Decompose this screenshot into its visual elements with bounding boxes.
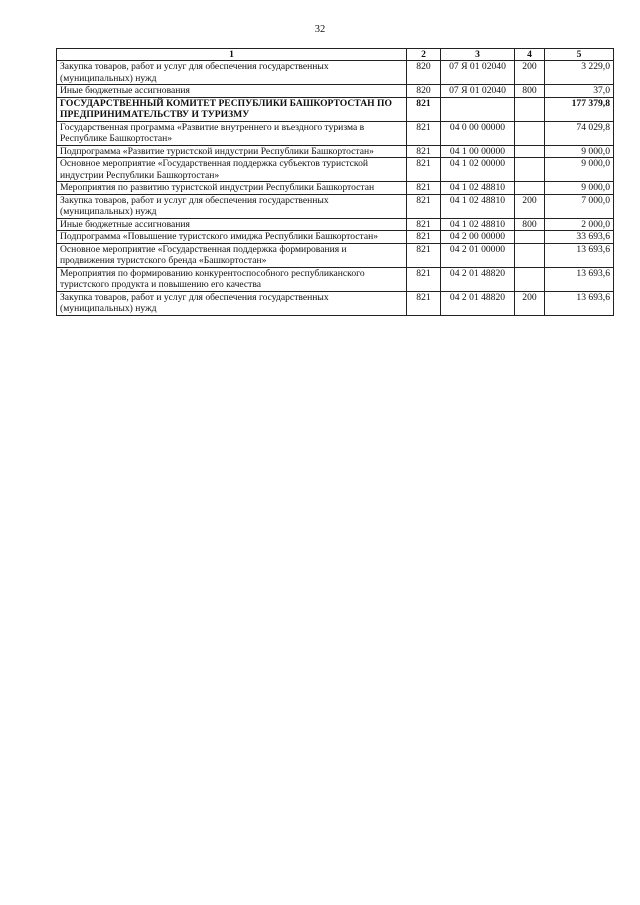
row-type-cell: 200 — [515, 194, 545, 218]
row-code-cell: 04 2 01 48820 — [441, 267, 515, 291]
row-amount-cell: 3 229,0 — [545, 61, 614, 85]
table-body — [57, 61, 614, 316]
row-name-cell: Закупка товаров, работ и услуг для обеспечения государственных (муниципальных) нужд — [57, 194, 407, 218]
row-code-cell: 07 Я 01 02040 — [441, 61, 515, 85]
row-code-cell: 04 0 00 00000 — [441, 121, 515, 145]
row-name-cell: Мероприятия по развитию туристской индустрии Республики Башкортостан — [57, 182, 407, 195]
row-ministry-cell: 821 — [407, 121, 441, 145]
row-type-cell — [515, 182, 545, 195]
row-name-cell: Закупка товаров, работ и услуг для обеспечения государственных (муниципальных) нужд — [57, 61, 407, 85]
row-type-cell — [515, 267, 545, 291]
table-row — [57, 291, 614, 315]
row-name-cell: Основное мероприятие «Государственная поддержка субъектов туристской индустрии Республики Башкортостан» — [57, 158, 407, 182]
row-code-cell: 04 1 00 00000 — [441, 145, 515, 158]
row-ministry-cell: 821 — [407, 231, 441, 244]
row-ministry-cell: 821 — [407, 291, 441, 315]
row-ministry-cell: 820 — [407, 61, 441, 85]
row-name-cell: Закупка товаров, работ и услуг для обеспечения государственных (муниципальных) нужд — [57, 291, 407, 315]
row-code-cell — [441, 97, 515, 121]
row-name-cell: Государственная программа «Развитие внутреннего и въездного туризма в Республике Башкортостан» — [57, 121, 407, 145]
header-row — [57, 49, 614, 61]
row-ministry-cell: 820 — [407, 85, 441, 98]
row-type-cell: 200 — [515, 291, 545, 315]
row-ministry-cell: 821 — [407, 158, 441, 182]
row-ministry-cell: 821 — [407, 267, 441, 291]
row-amount-cell: 13 693,6 — [545, 291, 614, 315]
row-amount-cell: 33 693,6 — [545, 231, 614, 244]
row-name-cell: Основное мероприятие «Государственная поддержка формирования и продвижения туристского бренда «Башкортостан» — [57, 243, 407, 267]
row-code-cell: 04 1 02 48810 — [441, 218, 515, 231]
row-amount-cell: 177 379,8 — [545, 97, 614, 121]
table-row — [57, 243, 614, 267]
row-name-cell: ГОСУДАРСТВЕННЫЙ КОМИТЕТ РЕСПУБЛИКИ БАШКОРТОСТАН ПО ПРЕДПРИНИМАТЕЛЬСТВУ И ТУРИЗМУ — [57, 97, 407, 121]
row-code-cell: 04 2 01 00000 — [441, 243, 515, 267]
table-row — [57, 158, 614, 182]
row-name-cell: Иные бюджетные ассигнования — [57, 85, 407, 98]
header-cell-ministry: 2 — [407, 49, 441, 61]
header-cell-name: 1 — [57, 49, 407, 61]
header-cell-type: 4 — [515, 49, 545, 61]
row-ministry-cell: 821 — [407, 97, 441, 121]
table-row — [57, 121, 614, 145]
row-type-cell: 800 — [515, 218, 545, 231]
row-type-cell — [515, 145, 545, 158]
table-row — [57, 85, 614, 98]
row-name-cell: Иные бюджетные ассигнования — [57, 218, 407, 231]
row-amount-cell: 37,0 — [545, 85, 614, 98]
page-number: 32 — [314, 24, 326, 35]
row-type-cell — [515, 243, 545, 267]
table-row — [57, 218, 614, 231]
row-type-cell — [515, 158, 545, 182]
row-amount-cell: 9 000,0 — [545, 158, 614, 182]
table-row — [57, 231, 614, 244]
budget-table — [56, 48, 614, 316]
row-amount-cell: 13 693,6 — [545, 267, 614, 291]
row-code-cell: 04 2 01 48820 — [441, 291, 515, 315]
table-row — [57, 182, 614, 195]
header-cell-code: 3 — [441, 49, 515, 61]
row-ministry-cell: 821 — [407, 218, 441, 231]
table-row — [57, 194, 614, 218]
row-name-cell: Подпрограмма «Развитие туристской индустрии Республики Башкортостан» — [57, 145, 407, 158]
row-code-cell: 07 Я 01 02040 — [441, 85, 515, 98]
table-row — [57, 61, 614, 85]
row-amount-cell: 74 029,8 — [545, 121, 614, 145]
row-name-cell: Мероприятия по формированию конкурентоспособного республиканского туристского продукта и повышению его качества — [57, 267, 407, 291]
row-ministry-cell: 821 — [407, 194, 441, 218]
row-code-cell: 04 1 02 48810 — [441, 182, 515, 195]
header-cell-amount: 5 — [545, 49, 614, 61]
row-amount-cell: 2 000,0 — [545, 218, 614, 231]
row-amount-cell: 7 000,0 — [545, 194, 614, 218]
row-amount-cell: 9 000,0 — [545, 182, 614, 195]
row-code-cell: 04 1 02 48810 — [441, 194, 515, 218]
row-type-cell — [515, 121, 545, 145]
row-amount-cell: 13 693,6 — [545, 243, 614, 267]
row-type-cell — [515, 97, 545, 121]
row-ministry-cell: 821 — [407, 182, 441, 195]
table-row — [57, 267, 614, 291]
row-type-cell: 200 — [515, 61, 545, 85]
row-code-cell: 04 1 02 00000 — [441, 158, 515, 182]
row-code-cell: 04 2 00 00000 — [441, 231, 515, 244]
row-ministry-cell: 821 — [407, 145, 441, 158]
row-name-cell: Подпрограмма «Повышение туристского имиджа Республики Башкортостан» — [57, 231, 407, 244]
row-ministry-cell: 821 — [407, 243, 441, 267]
table-row — [57, 97, 614, 121]
table-row — [57, 145, 614, 158]
row-type-cell — [515, 231, 545, 244]
row-amount-cell: 9 000,0 — [545, 145, 614, 158]
row-type-cell: 800 — [515, 85, 545, 98]
